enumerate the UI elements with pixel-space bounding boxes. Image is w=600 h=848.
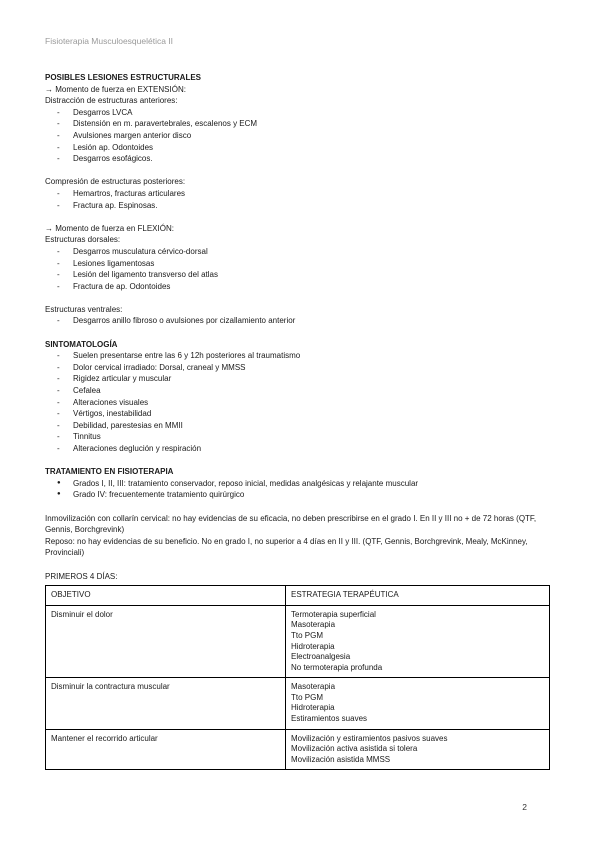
list-item: - Desgarros LVCA bbox=[45, 107, 550, 119]
posteriores-list bbox=[45, 188, 550, 211]
list-item: - Distensión en m. paravertebrales, escalenos y ECM bbox=[45, 118, 550, 130]
page-header: Fisioterapia Musculoesquelética II bbox=[45, 36, 174, 46]
list-item: - Dolor cervical irradiado: Dorsal, craneal y MMSS bbox=[45, 362, 550, 374]
estrategia-item: Masoterapia bbox=[291, 620, 336, 630]
list-item: - Rigidez articular y muscular bbox=[45, 373, 550, 385]
list-item: - Lesiones ligamentosas bbox=[45, 258, 550, 270]
extension-intro: → Momento de fuerza en EXTENSIÓN: bbox=[45, 84, 186, 94]
posteriores-title: Compresión de estructuras posteriores: bbox=[45, 177, 186, 187]
estrategia-cell bbox=[286, 605, 550, 678]
table-row bbox=[46, 678, 550, 729]
inmovilizacion-paragraph: Inmovilización con collarín cervical: no hay evidencias de su eficacia, no deben prescribirse en el grado I. En II y III no + de 72 horas (QTF, Gennis, Borchgrevink) bbox=[45, 513, 537, 535]
list-item: - Alteraciones deglución y respiración bbox=[45, 443, 550, 455]
estrategia-item: Tto PGM bbox=[291, 692, 324, 702]
list-item: ● Grados I, II, III: tratamiento conservador, reposo inicial, medidas analgésicas y relajante muscular bbox=[45, 478, 550, 490]
estrategia-cell bbox=[286, 678, 550, 729]
estrategia-item: No termoterapia profunda bbox=[291, 662, 383, 672]
tratamiento-heading: TRATAMIENTO EN FISIOTERAPIA bbox=[45, 467, 174, 477]
primeros-title: PRIMEROS 4 DÍAS: bbox=[45, 571, 118, 581]
strategy-table bbox=[45, 585, 550, 770]
dorsales-title: Estructuras dorsales: bbox=[45, 235, 121, 245]
list-item: - Alteraciones visuales bbox=[45, 397, 550, 409]
column-header-objetivo: OBJETIVO bbox=[46, 586, 286, 606]
estrategia-cell bbox=[286, 729, 550, 770]
list-item: - Cefalea bbox=[45, 385, 550, 397]
reposo-paragraph: Reposo: no hay evidencias de su beneficio. No en grado I, no superior a 4 días en II y III. (QTF, Gennis, Borchgrevink, Mealy, McKinney, Provinciali) bbox=[45, 536, 528, 558]
flexion-intro: → Momento de fuerza en FLEXIÓN: bbox=[45, 223, 174, 233]
list-item: - Vértigos, inestabilidad bbox=[45, 408, 550, 420]
estrategia-item: Tto PGM bbox=[291, 630, 324, 640]
estrategia-item: Masoterapia bbox=[291, 682, 336, 692]
estrategia-item: Termoterapia superficial bbox=[291, 609, 376, 619]
estrategia-item: Electroanalgesia bbox=[291, 652, 351, 662]
estrategia-item: Hidroterapia bbox=[291, 641, 335, 651]
ventrales-title: Estructuras ventrales: bbox=[45, 304, 123, 314]
estrategia-item: Movilización activa asistida si tolera bbox=[291, 744, 418, 754]
list-item: - Lesión ap. Odontoides bbox=[45, 142, 550, 154]
objetivo-cell: Disminuir el dolor bbox=[46, 605, 286, 678]
list-item: - Desgarros musculatura cérvico-dorsal bbox=[45, 246, 550, 258]
list-item: - Lesión del ligamento transverso del atlas bbox=[45, 269, 550, 281]
table-row bbox=[46, 729, 550, 770]
list-item: ● Grado IV: frecuentemente tratamiento quirúrgico bbox=[45, 489, 550, 501]
table-row bbox=[46, 605, 550, 678]
objetivo-cell: Mantener el recorrido articular bbox=[46, 729, 286, 770]
dorsales-list bbox=[45, 246, 550, 292]
anteriores-list bbox=[45, 107, 550, 165]
list-item: - Desgarros anillo fibroso o avulsiones por cizallamiento anterior bbox=[45, 315, 550, 327]
sintomatologia-heading: SINTOMATOLOGÍA bbox=[45, 339, 118, 349]
lesiones-heading: POSIBLES LESIONES ESTRUCTURALES bbox=[45, 73, 202, 82]
estrategia-item: Hidroterapia bbox=[291, 703, 335, 713]
page-number: 2 bbox=[522, 802, 527, 812]
list-item: - Avulsiones margen anterior disco bbox=[45, 130, 550, 142]
sintomatologia-list bbox=[45, 350, 550, 454]
ventrales-list bbox=[45, 315, 550, 327]
page-content bbox=[45, 72, 550, 770]
list-item: - Fractura ap. Espinosas. bbox=[45, 200, 550, 212]
column-header-estrategia: ESTRATEGIA TERAPÉUTICA bbox=[286, 586, 550, 606]
list-item: - Tinnitus bbox=[45, 431, 550, 443]
list-item: - Desgarros esofágicos. bbox=[45, 153, 550, 165]
list-item: - Hemartros, fracturas articulares bbox=[45, 188, 550, 200]
estrategia-item: Movilización y estiramientos pasivos suaves bbox=[291, 733, 448, 743]
anteriores-title: Distracción de estructuras anteriores: bbox=[45, 96, 178, 106]
estrategia-item: Movilización asistida MMSS bbox=[291, 754, 391, 764]
estrategia-item: Estiramientos suaves bbox=[291, 714, 368, 724]
list-item: - Debilidad, parestesias en MMII bbox=[45, 420, 550, 432]
tratamiento-list bbox=[45, 478, 550, 501]
list-item: - Suelen presentarse entre las 6 y 12h posteriores al traumatismo bbox=[45, 350, 550, 362]
list-item: - Fractura de ap. Odontoides bbox=[45, 281, 550, 293]
table-header-row bbox=[46, 586, 550, 606]
objetivo-cell: Disminuir la contractura muscular bbox=[46, 678, 286, 729]
